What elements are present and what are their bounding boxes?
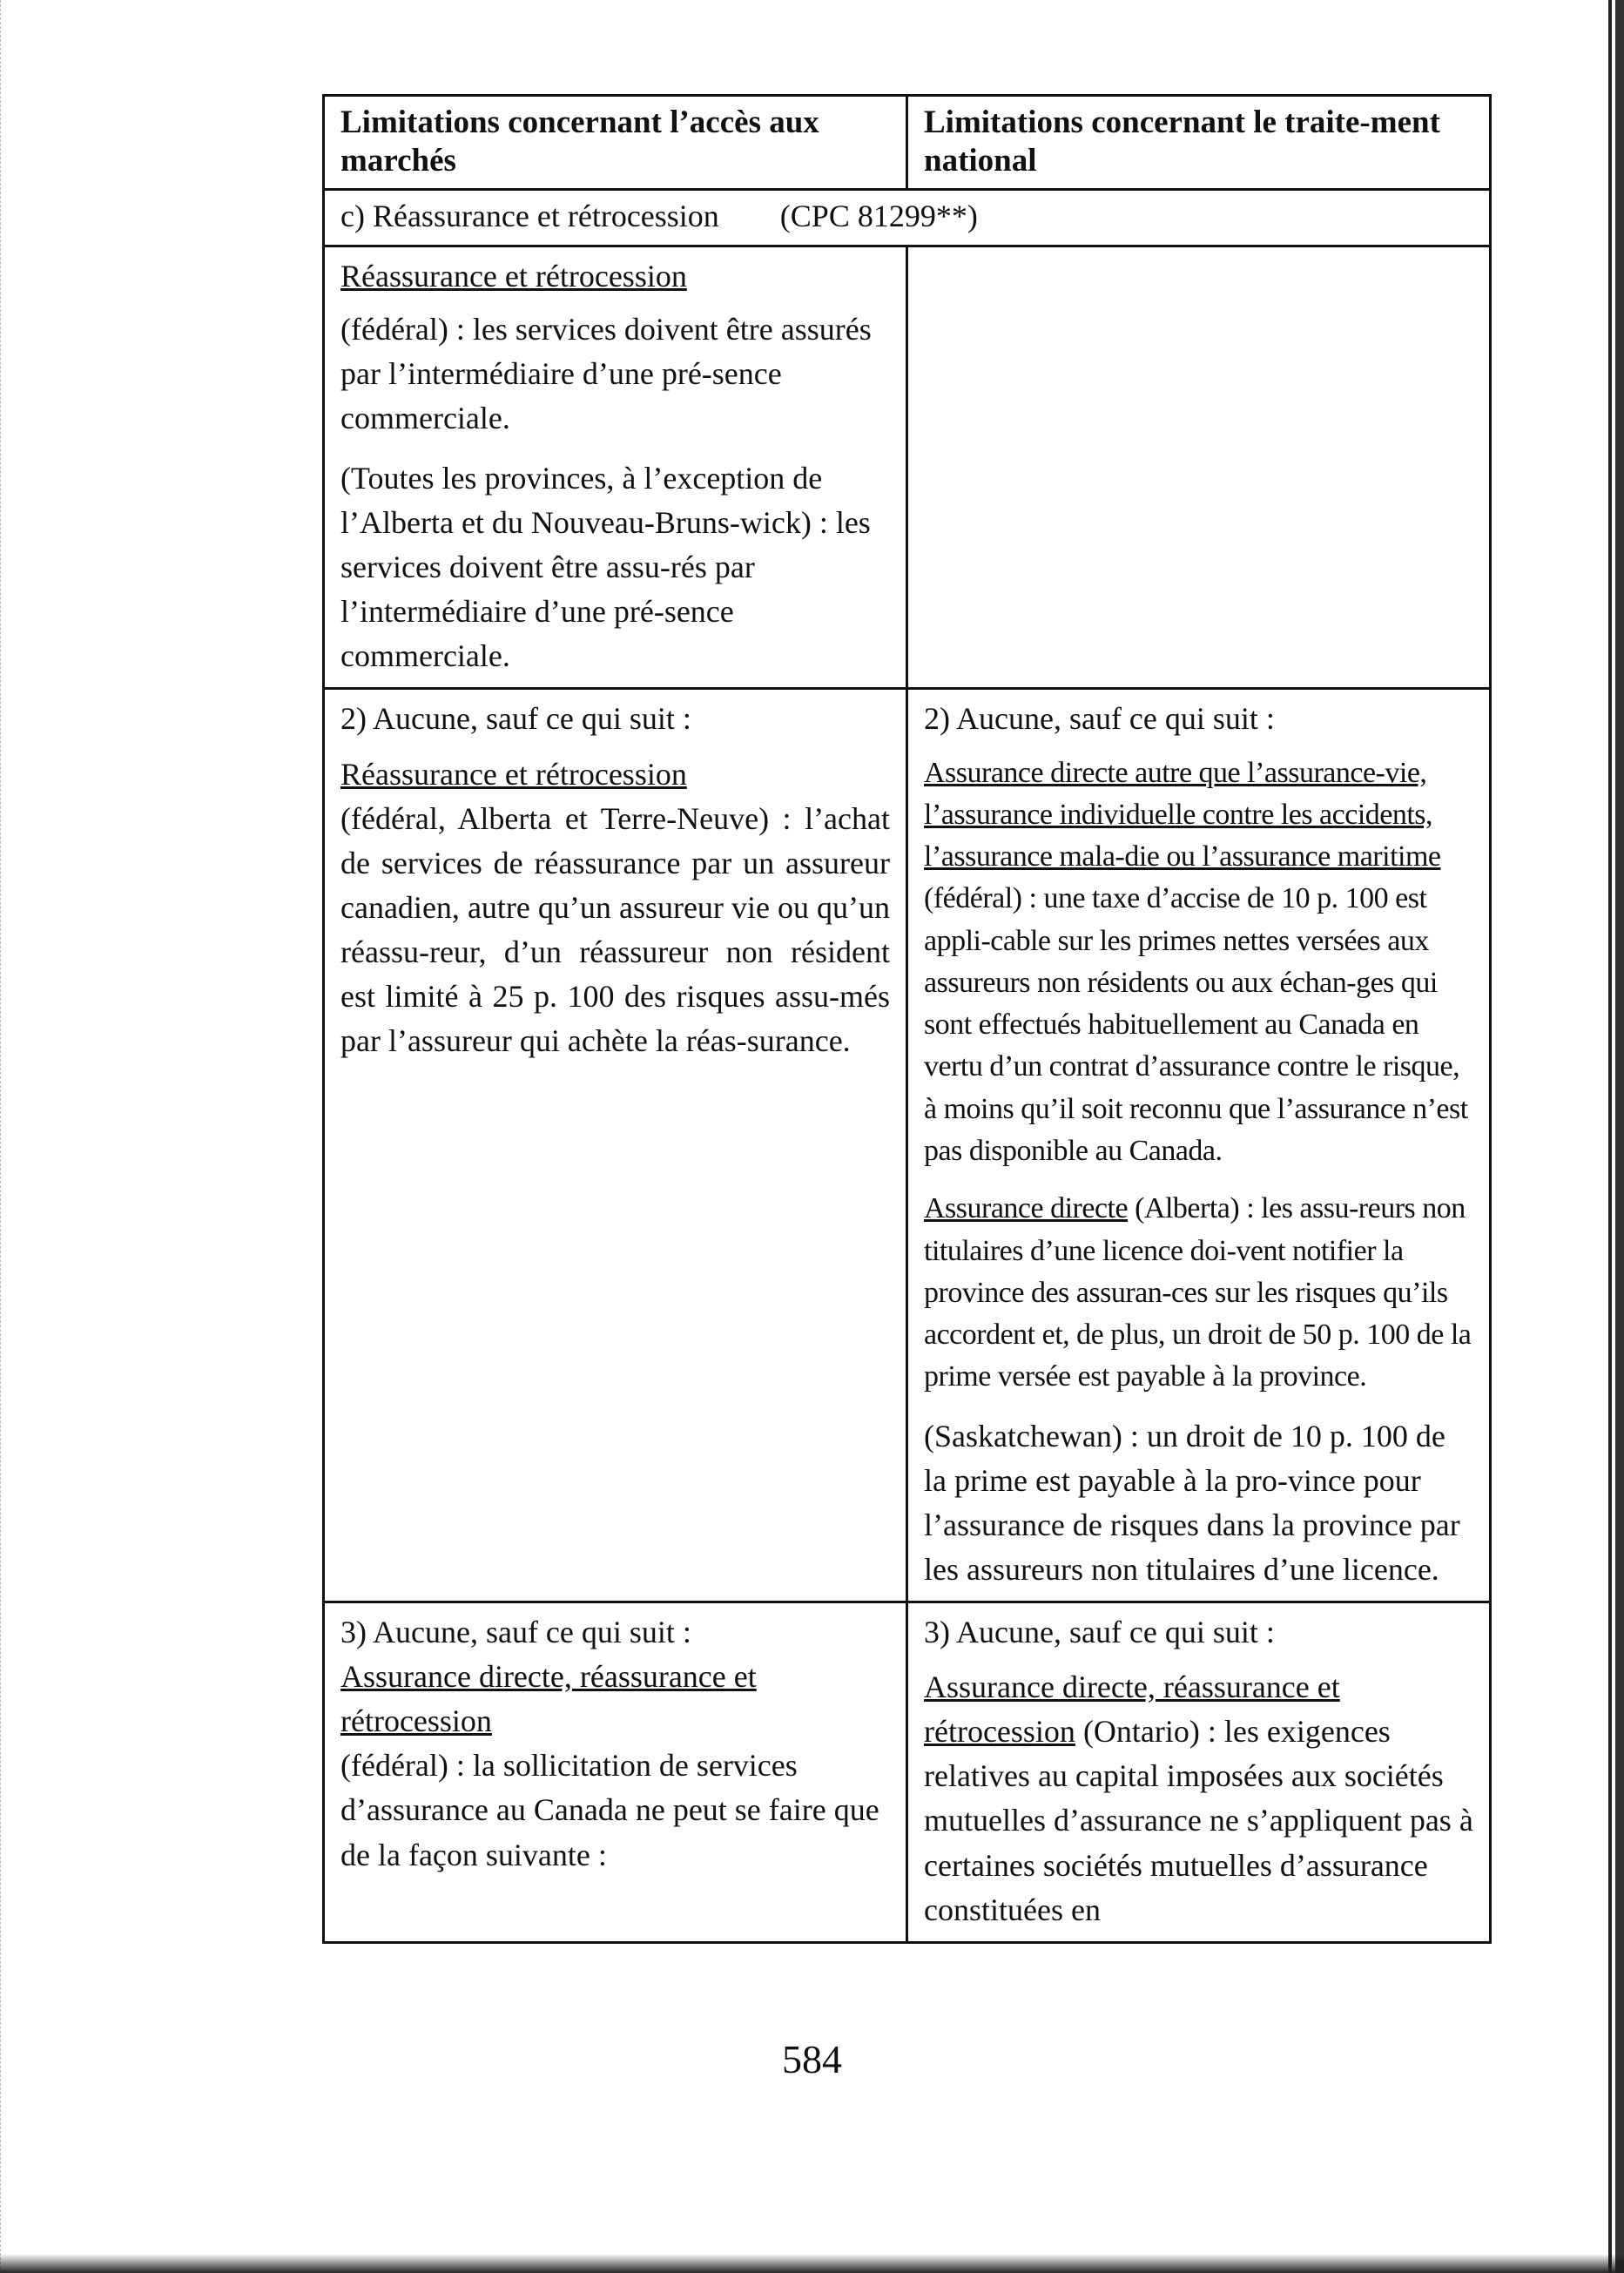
subsection-row [324, 190, 1491, 246]
row3-left-intro: 3) Aucune, sauf ce qui suit : [340, 1615, 691, 1650]
subsection-cpc-code: (CPC 81299**) [779, 199, 978, 234]
schedule-table-container [322, 94, 1489, 1944]
row2-market-access-cell [324, 689, 907, 1602]
row2-right-para1 [924, 752, 1473, 1173]
subsection-cell [324, 190, 1491, 246]
row2-right-text1: (fédéral) : une taxe d’accise de 10 p. 100 est appli-cable sur les primes nettes versées aux assureurs non résidents ou aux échan-ges qui sont effectués habituellement au Canada en vertu d’un contrat d’assurance contre le risque, à moins qu’il soit reconnu que l’assurance n’est pas disponible au Canada. [924, 882, 1468, 1167]
row2-right-heading2: Assurance directe [924, 1192, 1129, 1225]
row1-market-access-cell [324, 246, 907, 689]
row1-national-treatment-cell [907, 246, 1491, 689]
row2-right-text2: (Alberta) : les assu-reurs non titulaires d’une licence doi-vent notifier la province des assuran-ces sur les risques qu’ils accordent et, de plus, un droit de 50 p. 100 de la prime versée est payable à la province. [924, 1192, 1472, 1393]
row2-right-heading1: Assurance directe autre que l’assurance-vie, l’assurance individuelle contre les accidents, l’assurance mala-die ou l’assurance maritime [924, 756, 1441, 873]
row3-right-para [924, 1665, 1473, 1932]
row2-right-para3: (Saskatchewan) : un droit de 10 p. 100 de la prime est payable à la pro-vince pour l’assurance de risques dans la province par les assureurs non titulaires d’une licence. [924, 1418, 1460, 1587]
schedule-table [322, 94, 1492, 1944]
page-right-edge [1605, 0, 1624, 2273]
row2-left-intro: 2) Aucune, sauf ce qui suit : [340, 701, 691, 737]
row1-provinces-text: (Toutes les provinces, à l’exception de l’Alberta et du Nouveau-Bruns-wick) : les services doivent être assu-rés par l’intermédiaire d’une pré-sence commerciale. [340, 460, 871, 674]
row2-left-heading: Réassurance et rétrocession [340, 756, 687, 792]
row3-national-treatment-cell [907, 1602, 1491, 1943]
table-row [324, 1602, 1491, 1943]
subsection-title: c) Réassurance et rétrocession [340, 199, 719, 234]
row3-right-text: (Ontario) : les exigences relatives au capital imposées aux sociétés mutuelles d’assurance ne s’appliquent pas à certaines sociétés mutuelles d’assurance constituées en [924, 1714, 1473, 1927]
row3-right-heading: Assurance directe, réassurance et rétrocession [924, 1669, 1340, 1750]
header-national-treatment: Limitations concernant le traite-ment national [907, 96, 1491, 190]
row3-market-access-cell [324, 1602, 907, 1943]
table-row [324, 246, 1491, 689]
page-bottom-edge [0, 2254, 1624, 2273]
header-market-access: Limitations concernant l’accès aux marchés [324, 96, 907, 190]
row1-heading: Réassurance et rétrocession [340, 258, 687, 293]
table-row [324, 689, 1491, 1602]
row1-federal-text: (fédéral) : les services doivent être assurés par l’intermédiaire d’une pré-sence commerciale. [340, 311, 872, 435]
page-left-edge [0, 0, 2, 2273]
row3-left-text: (fédéral) : la sollicitation de services d’assurance au Canada ne peut se faire que de la façon suivante : [340, 1748, 879, 1872]
row3-left-heading: Assurance directe, réassurance et rétrocession [340, 1659, 757, 1739]
table-header-row [324, 96, 1491, 190]
page-number: 584 [782, 2037, 842, 2081]
row2-right-intro: 2) Aucune, sauf ce qui suit : [924, 701, 1275, 737]
row2-left-text: (fédéral, Alberta et Terre-Neuve) : l’achat de services de réassurance par un assureur canadien, autre qu’un assureur vie ou qu’un réassu-reur, d’un réassureur non résident est limité à 25 p. 100 des risques assu-més par l’assureur qui achète la réas-surance. [340, 800, 890, 1059]
row2-right-para2 [924, 1188, 1473, 1398]
row3-right-intro: 3) Aucune, sauf ce qui suit : [924, 1615, 1275, 1650]
row2-national-treatment-cell [907, 689, 1491, 1602]
